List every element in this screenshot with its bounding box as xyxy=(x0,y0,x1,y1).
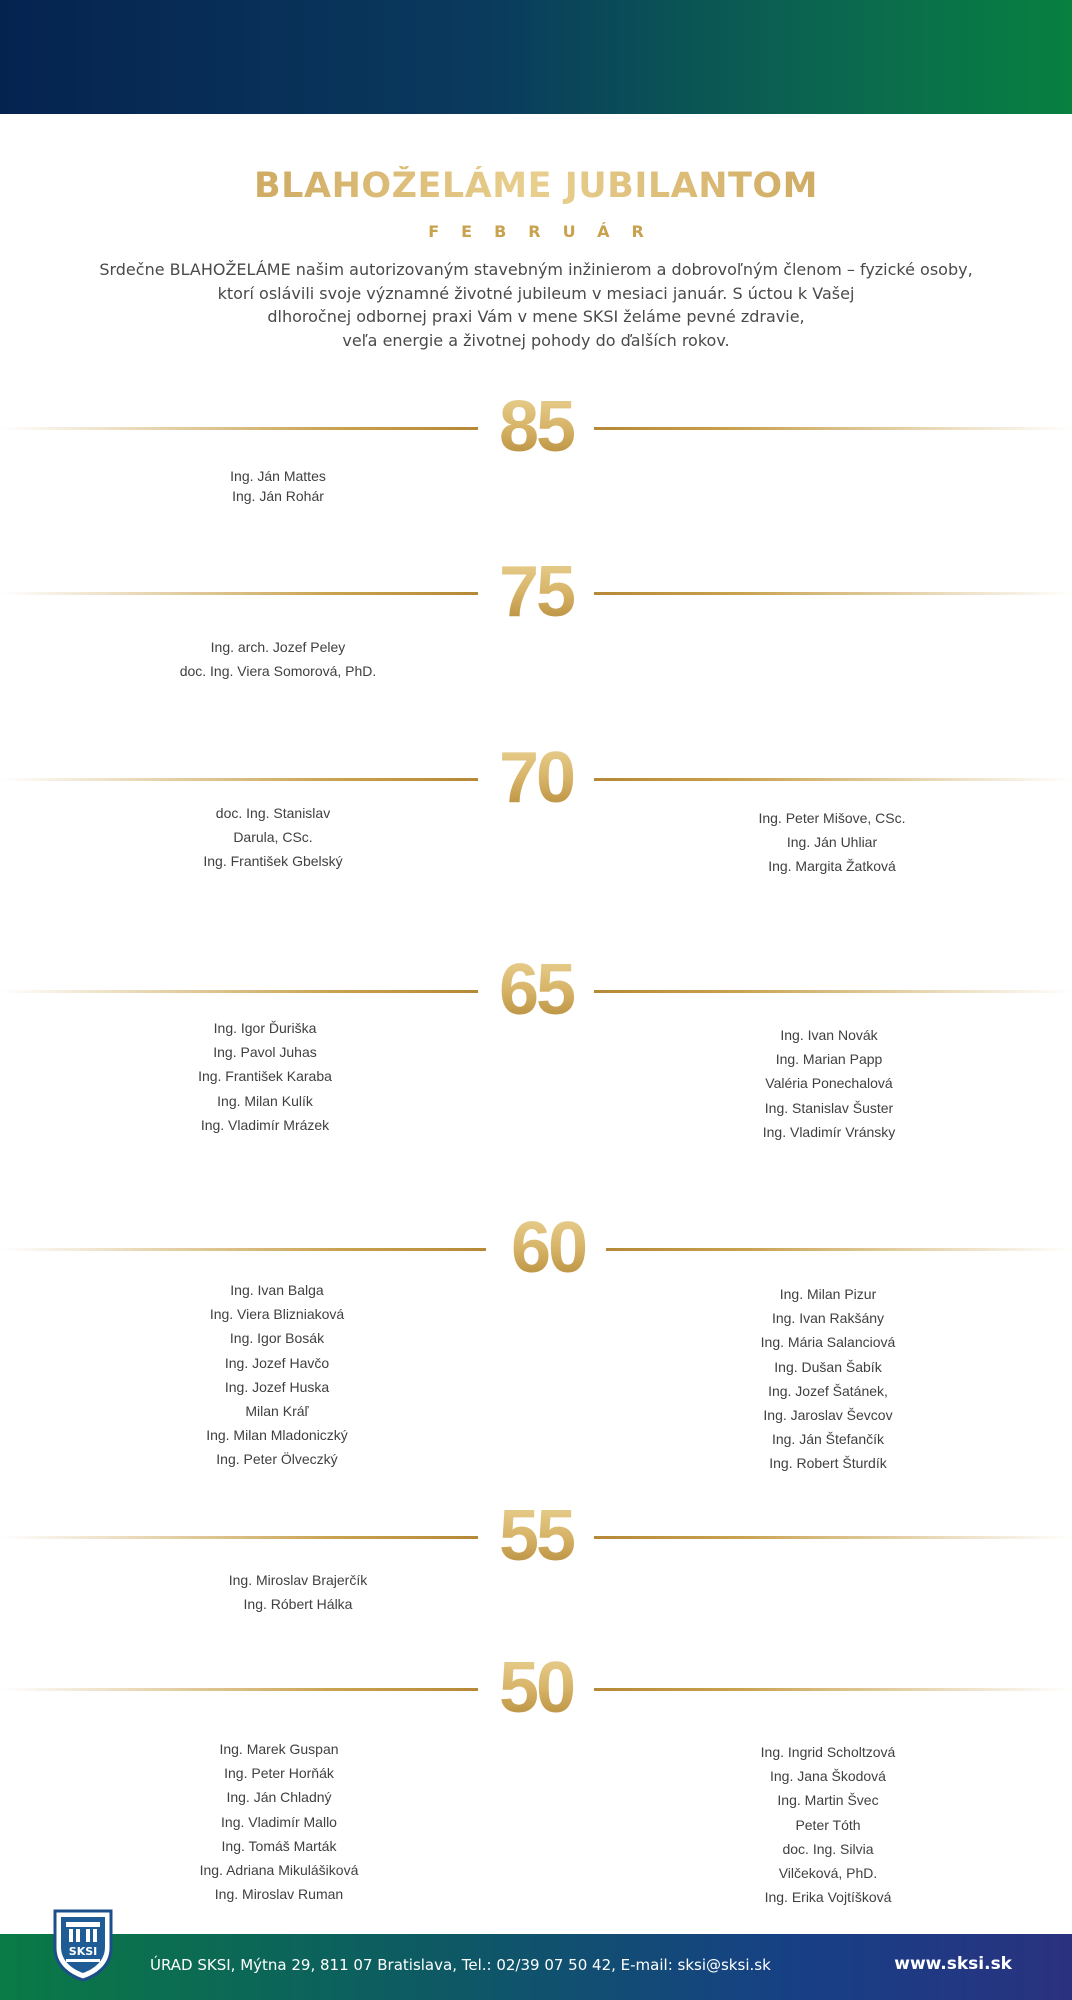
names-list-60-right xyxy=(718,1282,938,1476)
jubilant-name: Ing. Robert Šturdík xyxy=(769,1455,887,1472)
jubilant-name: doc. Ing. Silvia xyxy=(782,1840,874,1857)
names-list-85-left xyxy=(178,467,378,506)
jubilant-name: doc. Ing. Stanislav xyxy=(215,805,331,821)
names-list-55-left xyxy=(188,1568,408,1616)
divider-line-right xyxy=(606,1248,1072,1251)
jubilant-name: Ing. Marek Guspan xyxy=(219,1741,339,1757)
jubilant-name: Ing. Pavol Juhas xyxy=(213,1044,317,1061)
age-number: 65 xyxy=(478,950,594,1030)
age-divider-50 xyxy=(0,1648,1072,1728)
jubilant-name: Ing. Miroslav Ruman xyxy=(214,1886,344,1903)
age-number: 85 xyxy=(478,387,594,467)
divider-line-left xyxy=(0,778,478,781)
names-list-65-right xyxy=(719,1023,939,1144)
names-list-75-left xyxy=(148,635,408,683)
jubilant-name: Ing. Vladimír Vránsky xyxy=(762,1123,896,1140)
jubilant-name: Ing. Miroslav Brajerčík xyxy=(228,1572,368,1588)
intro-line: ktorí oslávili svoje významné životné jubileum v mesiaci január. S úctou k Vašej xyxy=(217,283,855,303)
jubilant-name: Ing. Milan Kulík xyxy=(217,1092,313,1109)
jubilant-name: Ing. arch. Jozef Peley xyxy=(210,639,346,655)
jubilant-name: Ing. Róbert Hálka xyxy=(243,1596,353,1613)
jubilant-name: Ing. Marian Papp xyxy=(775,1051,883,1068)
jubilant-name: Ing. Ján Uhliar xyxy=(786,834,878,851)
names-list-70-left xyxy=(163,801,383,874)
jubilant-name: Darula, CSc. xyxy=(233,829,313,846)
divider-line-right xyxy=(594,1536,1072,1539)
jubilant-name: Ing. Milan Pizur xyxy=(779,1286,877,1302)
jubilant-name: Ing. Ivan Novák xyxy=(780,1027,878,1043)
divider-line-left xyxy=(0,592,478,595)
age-number: 55 xyxy=(478,1496,594,1576)
jubilant-name: Ing. Vladimír Mallo xyxy=(221,1813,337,1830)
jubilant-name: Ing. Dušan Šabík xyxy=(774,1358,882,1375)
jubilant-name: Valéria Ponechalová xyxy=(765,1075,893,1092)
jubilant-name: Ing. Milan Mladoniczký xyxy=(206,1427,348,1444)
top-header-band xyxy=(0,0,1072,114)
jubilant-name: Ing. Mária Salanciová xyxy=(760,1334,896,1351)
footer-address: ÚRAD SKSI, Mýtna 29, 811 07 Bratislava, Tel.: 02/39 07 50 42, E-mail: sksi@sksi.sk xyxy=(150,1956,771,1974)
jubilant-name: Ing. Ján Mattes xyxy=(230,468,326,484)
age-number: 70 xyxy=(478,738,594,818)
jubilant-name: Ing. František Karaba xyxy=(198,1068,332,1085)
sksi-shield-logo xyxy=(52,1908,114,1982)
page-title: BLAHOŽELÁME JUBILANTOM xyxy=(0,166,1072,206)
jubilant-name: Ing. Ivan Rakšány xyxy=(771,1310,885,1327)
age-number: 50 xyxy=(478,1648,594,1728)
jubilant-name: Ing. Margita Žatková xyxy=(768,858,896,875)
names-list-60-left xyxy=(167,1278,387,1472)
jubilant-name: Ing. Peter Ölveczký xyxy=(216,1451,338,1468)
jubilant-name: Ing. Tomáš Marták xyxy=(221,1837,337,1854)
names-list-65-left xyxy=(155,1016,375,1137)
jubilant-name: Ing. Igor Ďuriška xyxy=(213,1020,317,1036)
jubilant-name: Ing. Viera Blizniaková xyxy=(209,1306,345,1323)
jubilant-name: Peter Tóth xyxy=(795,1816,861,1833)
divider-line-left xyxy=(0,1536,478,1539)
age-divider-60 xyxy=(0,1208,1072,1288)
divider-line-right xyxy=(594,1688,1072,1691)
age-divider-75 xyxy=(0,552,1072,632)
jubilant-name: Ing. Jozef Huska xyxy=(224,1378,330,1395)
divider-line-right xyxy=(594,778,1072,781)
jubilant-name: Ing. Martin Švec xyxy=(777,1792,879,1809)
jubilant-name: Ing. Jozef Šatánek, xyxy=(768,1382,888,1399)
jubilant-name: Ing. Jozef Havčo xyxy=(224,1354,330,1371)
intro-paragraph xyxy=(80,258,992,352)
age-divider-55 xyxy=(0,1496,1072,1576)
divider-line-left xyxy=(0,1688,478,1691)
jubilant-name: Ing. Erika Vojtíšková xyxy=(764,1889,892,1906)
divider-line-left xyxy=(0,427,478,430)
age-divider-85 xyxy=(0,387,1072,467)
website-link[interactable]: www.sksi.sk xyxy=(894,1954,1012,1974)
jubilant-name: Ing. Peter Mišove, CSc. xyxy=(758,810,906,826)
jubilant-name: Vilčeková, PhD. xyxy=(778,1865,878,1882)
jubilant-name: Ing. Jaroslav Ševcov xyxy=(763,1407,893,1424)
age-number: 60 xyxy=(490,1208,606,1288)
intro-line: veľa energie a životnej pohody do ďalších rokov. xyxy=(342,330,730,350)
divider-line-right xyxy=(594,990,1072,993)
jubilant-name: Milan Kráľ xyxy=(245,1403,309,1420)
intro-line: dlhoročnej odbornej praxi Vám v mene SKSI želáme pevné zdravie, xyxy=(267,307,805,326)
divider-line-left xyxy=(0,1248,486,1251)
jubilant-name: Ing. Ján Chladný xyxy=(226,1789,332,1806)
jubilant-name: Ing. Adriana Mikulášiková xyxy=(199,1862,359,1879)
jubilant-name: Ing. Vladimír Mrázek xyxy=(200,1116,330,1133)
footer-bar xyxy=(0,1934,1072,2000)
divider-line-right xyxy=(594,427,1072,430)
divider-line-right xyxy=(594,592,1072,595)
jubilant-name: Ing. Peter Horňák xyxy=(224,1765,334,1782)
jubilant-name: Ing. František Gbelský xyxy=(203,853,343,870)
month-subtitle: FEBRUÁR xyxy=(428,222,666,241)
intro-line: Srdečne BLAHOŽELÁME našim autorizovaným stavebným inžinierom a dobrovoľným členom – fyzické osoby, xyxy=(99,260,973,279)
jubilant-name: Ing. Jana Škodová xyxy=(770,1768,886,1785)
jubilant-name: Ing. Ján Štefančík xyxy=(771,1431,885,1448)
logo-text: SKSI xyxy=(68,1945,98,1958)
names-list-50-right xyxy=(718,1740,938,1909)
jubilant-name: Ing. Ingrid Scholtzová xyxy=(760,1744,896,1760)
jubilant-name: Ing. Ivan Balga xyxy=(230,1282,324,1298)
jubilant-name: Ing. Ján Rohár xyxy=(232,487,324,504)
jubilant-name: doc. Ing. Viera Somorová, PhD. xyxy=(179,663,377,680)
jubilant-name: Ing. Stanislav Šuster xyxy=(764,1099,894,1116)
names-list-70-right xyxy=(722,806,942,879)
names-list-50-left xyxy=(164,1737,394,1906)
jubilant-name: Ing. Igor Bosák xyxy=(229,1330,325,1347)
divider-line-left xyxy=(0,990,478,993)
age-number: 75 xyxy=(478,552,594,632)
